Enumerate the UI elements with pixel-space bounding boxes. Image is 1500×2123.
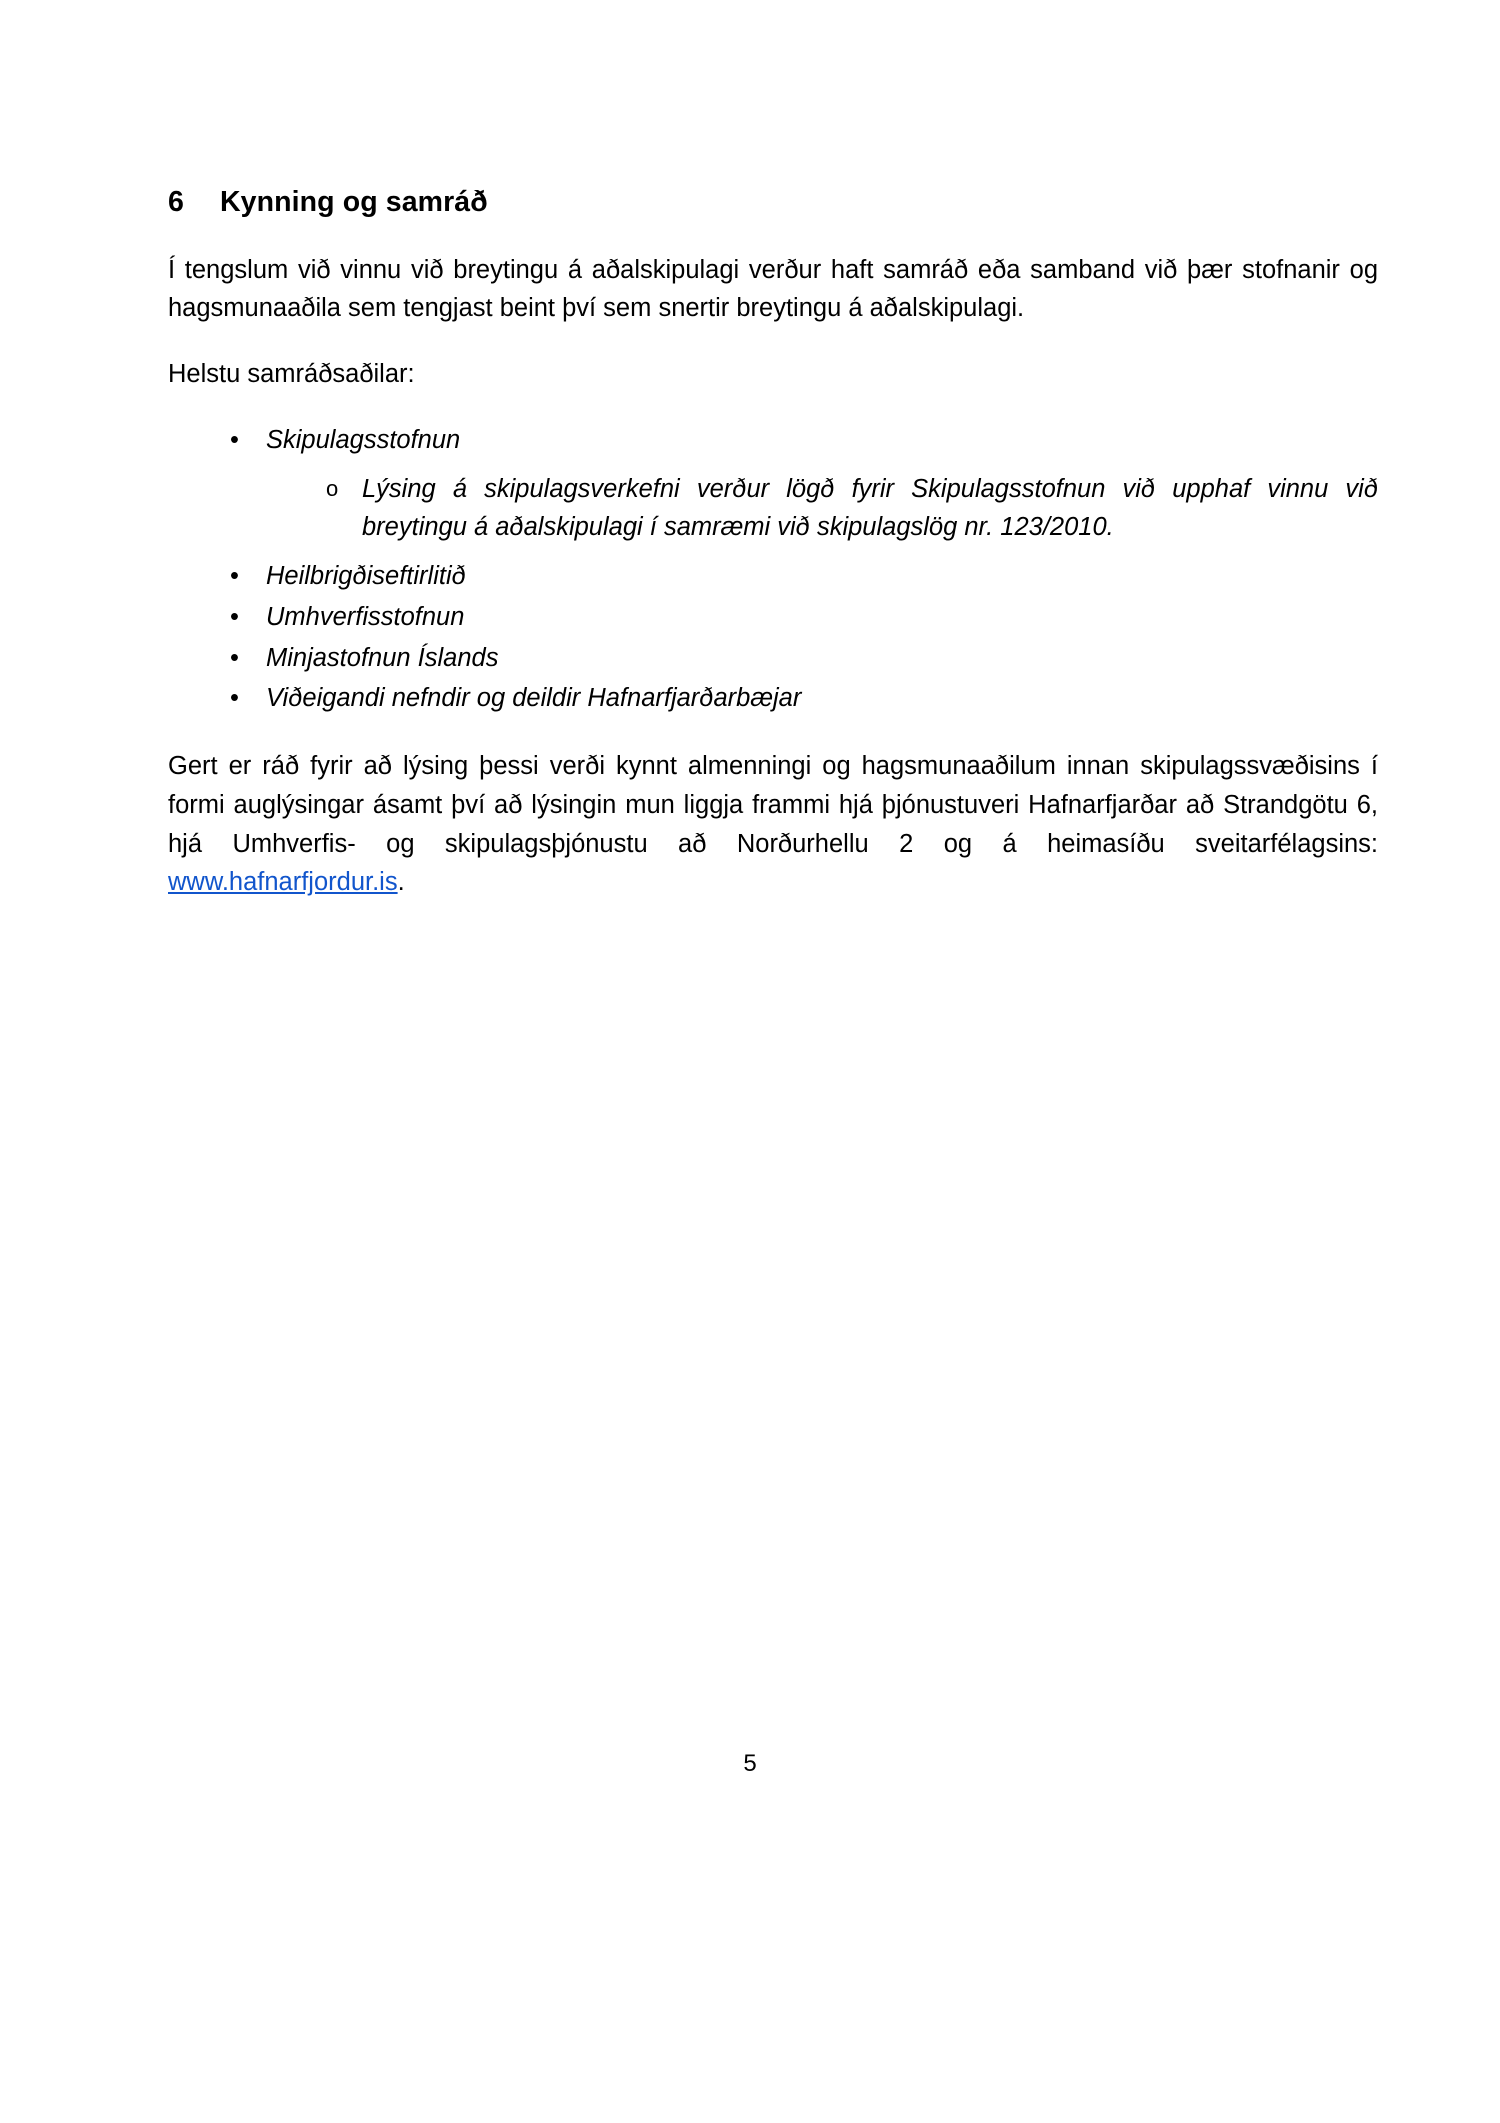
list-item (168, 557, 1378, 596)
section-heading (168, 185, 1378, 221)
consultation-parties-list (168, 421, 1378, 718)
sub-list-item (266, 470, 1378, 548)
page-number: 5 (743, 1750, 757, 1777)
section-number: 6 (168, 186, 184, 218)
list-item (168, 639, 1378, 678)
closing-paragraph (168, 747, 1378, 902)
list-item-label: Skipulagsstofnun (266, 425, 461, 454)
section-title: Kynning og samráð (220, 186, 488, 218)
closing-text: Gert er ráð fyrir að lýsing þessi verði kynnt almenningi og hagsmunaaðilum innan skipulagssvæðisins í formi auglýsingar ásamt því að lýsingin mun liggja frammi hjá þjónustuveri Hafnarfjarðar að Strandgötu 6, hjá Umhverfis- og skipulagsþjónustu að Norðurhellu 2 og á heimasíðu sveitarfélagsins: (168, 752, 1378, 858)
page-content (168, 185, 1378, 929)
bullet-icon: • (230, 562, 239, 591)
bullet-icon: • (230, 643, 239, 672)
bullet-icon: • (230, 684, 239, 713)
bullet-icon: • (230, 602, 239, 631)
list-item (168, 421, 1378, 547)
hafnarfjordur-website-link[interactable]: www.hafnarfjordur.is (168, 868, 398, 897)
closing-period: . (397, 868, 405, 897)
list-item-label: Umhverfisstofnun (266, 602, 465, 631)
list-item-label: Viðeigandi nefndir og deildir Hafnarfjarðarbæjar (266, 684, 802, 713)
circle-bullet-icon: o (326, 475, 339, 501)
sub-list-item-label: Lýsing á skipulagsverkefni verður lögð fyrir Skipulagsstofnun við upphaf vinnu við breytingu á aðalskipulagi í samræmi við skipulagslög nr. 123/2010. (362, 474, 1378, 542)
list-spacer (168, 720, 1378, 747)
intro-paragraph: Í tengslum við vinnu við breytingu á aðalskipulagi verður haft samráð eða samband við þær stofnanir og hagsmunaaðila sem tengjast beint því sem snertir breytingu á aðalskipulagi. (168, 255, 1378, 323)
lead-in-paragraph: Helstu samráðsaðilar: (168, 360, 415, 389)
bullet-icon: • (230, 425, 239, 454)
list-item-label: Minjastofnun Íslands (266, 643, 499, 672)
list-item (168, 679, 1378, 718)
sub-list (266, 470, 1378, 548)
list-item (168, 598, 1378, 637)
list-item-label: Heilbrigðiseftirlitið (266, 562, 466, 591)
